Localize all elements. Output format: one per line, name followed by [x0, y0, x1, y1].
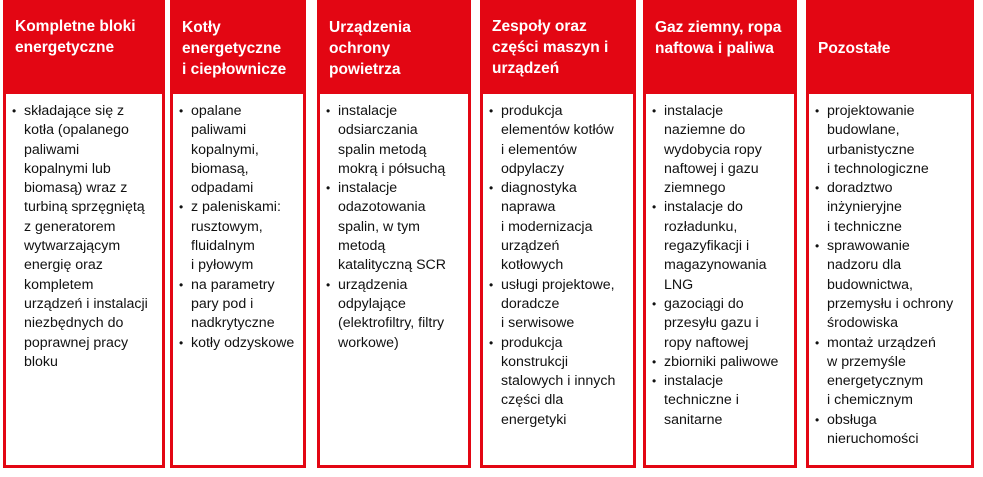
column-title: Urządzenia ochrony powietrza: [329, 19, 411, 78]
bullet-list: [652, 102, 788, 430]
list-item: [179, 334, 297, 353]
column-kotly: [170, 0, 306, 468]
bullet-icon: •: [815, 239, 820, 254]
bullet-icon: •: [652, 374, 657, 389]
list-item-text: gazociągi do przesyłu gazu i ropy naftowej: [664, 295, 759, 351]
list-item: [489, 276, 627, 334]
list-item: [489, 179, 627, 275]
column-body: [483, 94, 633, 465]
list-item-text: kotły odzyskowe: [191, 334, 295, 351]
column-body: [809, 94, 971, 465]
bullet-icon: •: [652, 296, 657, 311]
bullet-icon: •: [489, 104, 494, 118]
list-item-text: zbiorniki paliwowe: [664, 353, 779, 370]
list-item-text: opalane paliwami kopalnymi, biomasą, odpadami: [191, 103, 259, 197]
list-item: [652, 295, 788, 353]
column-title: Gaz ziemny, ropa naftowa i paliwa: [655, 19, 782, 57]
bullet-list: [489, 102, 627, 430]
list-item: [815, 334, 965, 411]
bullet-icon: •: [815, 104, 820, 118]
bullet-icon: •: [326, 181, 331, 196]
list-item-text: sprawowanie nadzoru dla budownictwa, przemysłu i ochrony środowiska: [827, 238, 954, 332]
bullet-list: [326, 102, 462, 353]
list-item: [179, 276, 297, 334]
column-zespoly-czesci: [480, 0, 636, 468]
list-item-text: instalacje do rozładunku, regazyfikacji i magazynowania LNG: [664, 199, 767, 293]
list-item: [652, 372, 788, 430]
bullet-icon: •: [489, 277, 494, 292]
list-item: [652, 102, 788, 198]
column-title: Kompletne bloki energetyczne: [15, 18, 136, 56]
list-item: [179, 102, 297, 198]
list-item: [489, 334, 627, 430]
column-gaz-ropa: [643, 0, 797, 468]
bullet-icon: •: [12, 104, 17, 118]
list-item: [815, 237, 965, 333]
list-item: [12, 102, 156, 372]
bullet-list: [179, 102, 297, 353]
list-item: [326, 276, 462, 353]
list-item: [815, 102, 965, 179]
list-item-text: instalacje naziemne do wydobycia ropy naftowej i gazu ziemnego: [664, 103, 762, 197]
bullet-icon: •: [815, 181, 820, 196]
bullet-icon: •: [652, 200, 657, 215]
bullet-icon: •: [815, 335, 820, 350]
list-item-text: urządzenia odpylające (elektrofiltry, filtry workowe): [338, 276, 445, 351]
column-pozostale: [806, 0, 974, 468]
list-item: [179, 198, 297, 275]
bullet-list: [815, 102, 965, 449]
list-item-text: instalacje techniczne i sanitarne: [664, 373, 739, 428]
list-item-text: obsługa nieruchomości: [827, 411, 919, 448]
list-item: [326, 179, 462, 275]
list-item-text: montaż urządzeń w przemyśle energetycznym i chemicznym: [827, 334, 936, 409]
bullet-icon: •: [179, 277, 184, 292]
bullet-icon: •: [326, 277, 331, 292]
column-body: [646, 94, 794, 465]
bullet-icon: •: [652, 104, 657, 118]
list-item-text: składające się z kotła (opalanego paliwami kopalnymi lub biomasą) wraz z turbiną sprzęgniętą z generatorem wytwarzającym energię oraz kompletem urządzeń i instalacji niezbędnych do poprawnej pracy bloku: [24, 103, 148, 370]
list-item-text: usługi projektowe, doradcze i serwisowe: [501, 276, 615, 332]
bullet-icon: •: [652, 354, 657, 369]
column-title: Kotły energetyczne i ciepłownicze: [182, 19, 287, 78]
list-item-text: projektowanie budowlane, urbanistyczne i technologiczne: [827, 103, 929, 177]
bullet-icon: •: [179, 335, 184, 350]
column-body: [173, 94, 303, 465]
bullet-icon: •: [179, 200, 184, 215]
column-title: Zespoły oraz części maszyn i urządzeń: [492, 18, 609, 77]
list-item-text: z paleniskami: rusztowym, fluidalnym i pyłowym: [191, 199, 281, 274]
list-item-text: doradztwo inżynieryjne i techniczne: [827, 180, 902, 235]
list-item: [652, 353, 788, 372]
bullet-list: [12, 102, 156, 372]
column-kompletne-bloki: [3, 0, 165, 468]
list-item: [326, 102, 462, 179]
list-item-text: instalacje odazotowania spalin, w tym metodą katalityczną SCR: [338, 180, 447, 274]
bullet-icon: •: [815, 412, 820, 427]
list-item-text: diagnostyka naprawa i modernizacja urządzeń kotłowych: [501, 180, 593, 274]
list-item: [815, 179, 965, 237]
list-item-text: produkcja konstrukcji stalowych i innych części dla energetyki: [501, 334, 616, 428]
list-item: [652, 198, 788, 294]
column-title: Pozostałe: [818, 40, 891, 57]
bullet-icon: •: [179, 104, 184, 118]
list-item: [815, 411, 965, 450]
column-urzadzenia-ochrony: [317, 0, 471, 468]
bullet-icon: •: [489, 335, 494, 350]
list-item-text: instalacje odsiarczania spalin metodą mokrą i półsuchą: [338, 103, 446, 177]
bullet-icon: •: [489, 181, 494, 196]
list-item-text: produkcja elementów kotłów i elementów odpylaczy: [501, 103, 614, 177]
list-item: [489, 102, 627, 179]
column-body: [6, 94, 162, 465]
bullet-icon: •: [326, 104, 331, 118]
list-item-text: na parametry pary pod i nadkrytyczne: [191, 276, 275, 332]
column-body: [320, 94, 468, 465]
